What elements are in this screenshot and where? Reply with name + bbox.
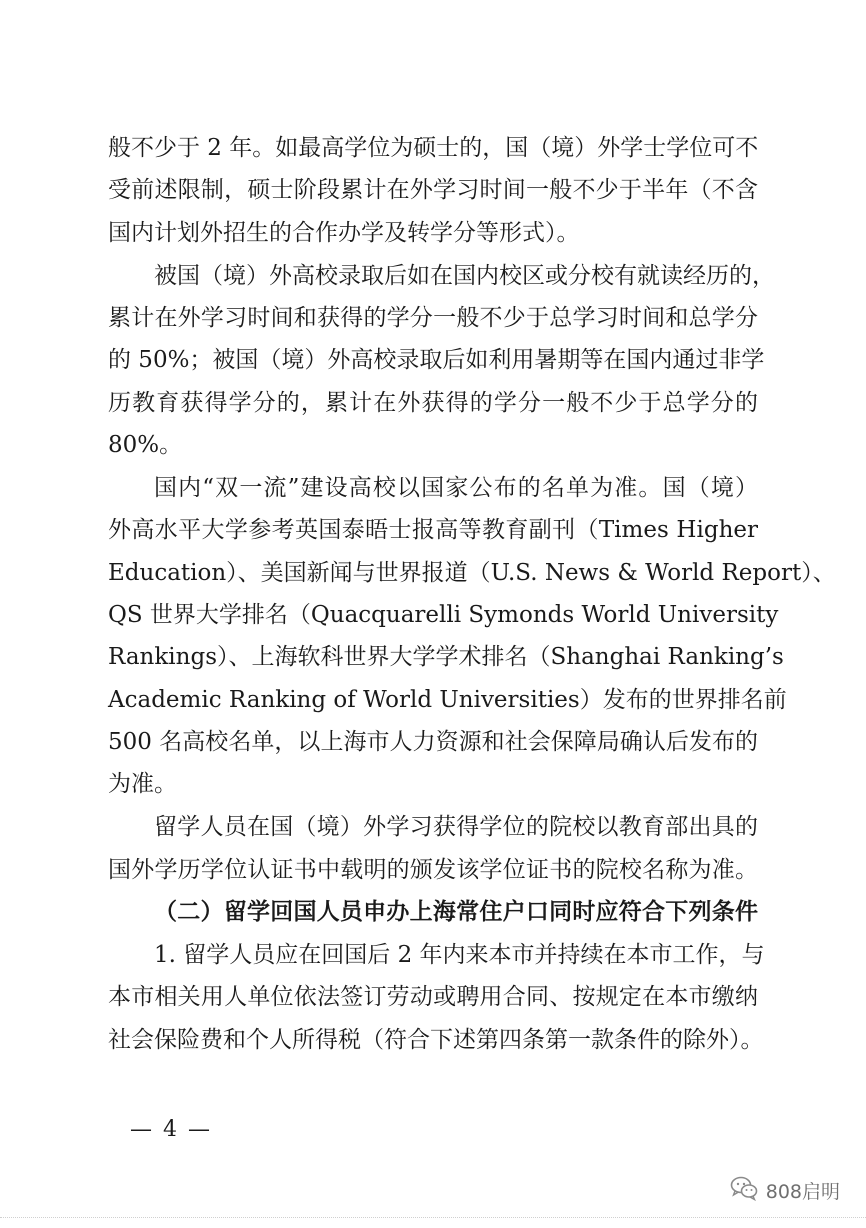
text-line: 的 50%；被国（境）外高校录取后如利用暑期等在国内通过非学 bbox=[108, 347, 765, 373]
paragraph-start: 留学人员在国（境）外学习获得学位的院校以教育部出具的 bbox=[154, 814, 758, 840]
text-line: 80%。 bbox=[108, 432, 183, 458]
section-heading: （二）留学回国人员申办上海常住户口同时应符合下列条件 bbox=[154, 898, 758, 925]
text-line: Academic Ranking of World Universities）发布的世界排名前 bbox=[108, 687, 787, 713]
scan-edge bbox=[0, 1217, 866, 1228]
text-line: 般不少于 2 年。如最高学位为硕士的，国（境）外学士学位可不 bbox=[108, 135, 759, 161]
text-line: 为准。 bbox=[108, 771, 177, 797]
text-line: 国内计划外招生的合作办学及转学分等形式）。 bbox=[108, 220, 580, 246]
text-line: 外高水平大学参考英国泰晤士报高等教育副刊（Times Higher bbox=[108, 517, 758, 543]
text-line: Education）、美国新闻与世界报道（U.S. News & World Report）、 bbox=[108, 560, 836, 586]
text-line: 受前述限制，硕士阶段累计在外学习时间一般不少于半年（不含 bbox=[108, 177, 758, 203]
text-line: 社会保险费和个人所得税（符合下述第四条第一款条件的除外）。 bbox=[108, 1027, 764, 1053]
text-line: 历教育获得学分的，累计在外获得的学分一般不少于总学分的 bbox=[108, 390, 758, 416]
paragraph-start: 被国（境）外高校录取后如在国内校区或分校有就读经历的， bbox=[154, 263, 775, 289]
watermark-text: 808启明 bbox=[765, 1180, 840, 1203]
text-line: 国外学历学位认证书中载明的颁发该学位证书的院校名称为准。 bbox=[108, 857, 758, 883]
text-line: 本市相关用人单位依法签订劳动或聘用合同、按规定在本市缴纳 bbox=[108, 984, 758, 1010]
text-line: 累计在外学习时间和获得的学分一般不少于总学习时间和总学分 bbox=[108, 305, 758, 331]
text-line: Rankings）、上海软科世界大学学术排名（Shanghai Ranking’s bbox=[108, 644, 784, 670]
page-number: — 4 — bbox=[130, 1117, 212, 1142]
wechat-icon bbox=[730, 1175, 758, 1206]
paragraph-start: 国内“双一流”建设高校以国家公布的名单为准。国（境） bbox=[154, 475, 758, 501]
text-line: 500 名高校名单，以上海市人力资源和社会保障局确认后发布的 bbox=[108, 729, 758, 755]
list-item: 1. 留学人员应在回国后 2 年内来本市并持续在本市工作，与 bbox=[154, 942, 765, 968]
watermark bbox=[730, 1174, 840, 1206]
text-line: QS 世界大学排名（Quacquarelli Symonds World University bbox=[108, 602, 779, 628]
